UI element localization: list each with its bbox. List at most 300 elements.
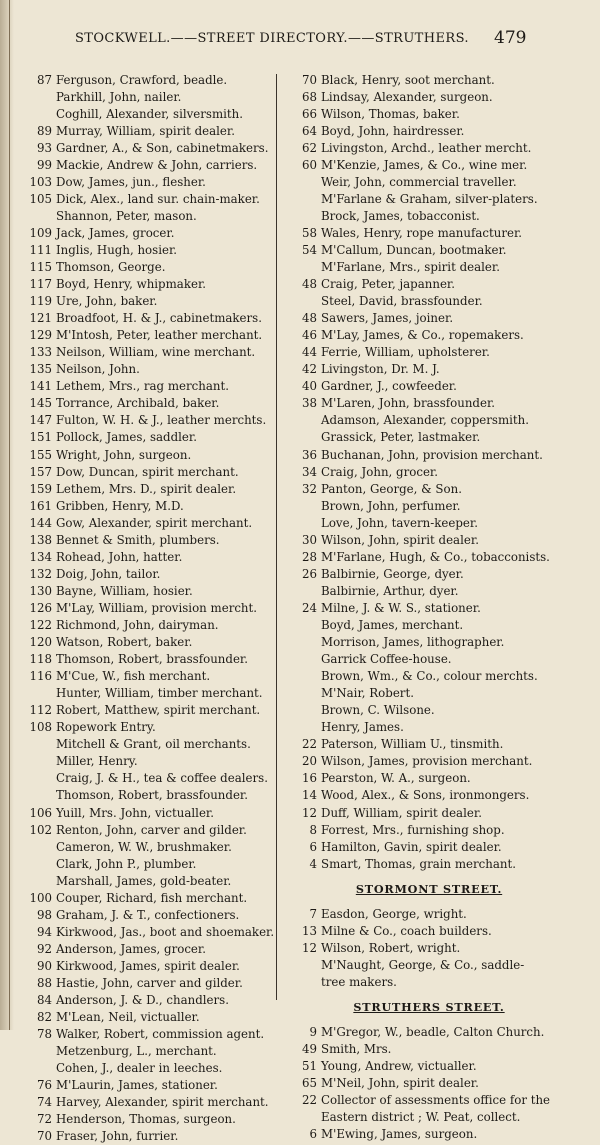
directory-entry [284,310,536,327]
directory-entry [22,992,274,1009]
occupant-name: M'Farlane, Hugh, & Co., tobacconists. [317,549,550,566]
house-number: 40 [284,378,317,395]
house-number: 28 [284,549,317,566]
directory-entry [22,1077,274,1094]
occupant-name: Metzenburg, L., merchant. [22,1043,217,1060]
occupant-name: Ropework Entry. [52,719,156,736]
house-number: 90 [22,958,52,975]
house-number: 24 [284,600,317,617]
occupant-name: Sawers, James, joiner. [317,310,453,327]
directory-entry [284,1058,536,1075]
occupant-name: Wilson, Robert, wright. [317,940,460,957]
occupant-name: Dow, Duncan, spirit merchant. [52,464,239,481]
occupant-name: Brown, Wm., & Co., colour merchts. [284,668,538,685]
directory-entry [22,822,274,839]
house-number: 30 [284,532,317,549]
directory-entry [22,361,274,378]
directory-entry [284,464,536,481]
directory-entry [284,753,536,770]
occupant-name: Broadfoot, H. & J., cabinetmakers. [52,310,262,327]
occupant-name: Lindsay, Alexander, surgeon. [317,89,493,106]
occupant-name: Milne, J. & W. S., stationer. [317,600,481,617]
house-number: 129 [22,327,52,344]
occupant-name: Kirkwood, Jas., boot and shoemaker. [52,924,274,941]
book-spine-shadow [0,0,14,1030]
occupant-name: Bayne, William, hosier. [52,583,193,600]
directory-entry [284,974,536,991]
occupant-name: Henry, James. [284,719,404,736]
running-header: STOCKWELL.——STREET DIRECTORY.——STRUTHERS. [75,29,505,49]
left-column [22,72,274,1145]
directory-entry [22,327,274,344]
house-number: 62 [284,140,317,157]
occupant-name: Wilson, John, spirit dealer. [317,532,479,549]
occupant-name: Love, John, tavern-keeper. [284,515,478,532]
directory-entry [22,208,274,225]
directory-entry [284,498,536,515]
directory-entry [284,957,536,974]
house-number: 126 [22,600,52,617]
directory-entry [284,668,536,685]
house-number: 93 [22,140,52,157]
directory-entry [284,651,536,668]
occupant-name: Gardner, J., cowfeeder. [317,378,457,395]
house-number: 42 [284,361,317,378]
directory-entry [284,532,536,549]
directory-entry [22,225,274,242]
directory-entry [22,770,274,787]
directory-entry [284,906,536,923]
directory-entry [284,549,536,566]
occupant-name: Garrick Coffee-house. [284,651,452,668]
directory-entry [284,447,536,464]
page-number: 479 [494,27,534,49]
directory-entry [22,191,274,208]
directory-entry [22,89,274,106]
house-number: 105 [22,191,52,208]
occupant-name: Easdon, George, wright. [317,906,467,923]
occupant-name: Panton, George, & Son. [317,481,462,498]
directory-entry [284,378,536,395]
house-number: 99 [22,157,52,174]
house-number: 64 [284,123,317,140]
house-number: 141 [22,378,52,395]
house-number: 94 [22,924,52,941]
directory-entry [284,157,536,174]
occupant-name: Milne & Co., coach builders. [317,923,492,940]
house-number: 122 [22,617,52,634]
occupant-name: Black, Henry, soot merchant. [317,72,495,89]
directory-entry [284,1092,536,1109]
occupant-name: Craig, John, grocer. [317,464,438,481]
directory-entry [22,395,274,412]
directory-entry [22,429,274,446]
directory-entry [22,1009,274,1026]
directory-entry [22,72,274,89]
directory-entry [284,787,536,804]
house-number: 6 [284,1126,317,1143]
directory-entry [22,242,274,259]
house-number: 109 [22,225,52,242]
occupant-name: Bennet & Smith, plumbers. [52,532,220,549]
house-number: 12 [284,805,317,822]
occupant-name: tree makers. [284,974,397,991]
occupant-name: Cohen, J., dealer in leeches. [22,1060,222,1077]
occupant-name: M'Nair, Robert. [284,685,414,702]
occupant-name: Morrison, James, lithographer. [284,634,504,651]
house-number: 151 [22,429,52,446]
house-number: 72 [22,1111,52,1128]
house-number: 65 [284,1075,317,1092]
occupant-name: Thomson, Robert, brassfounder. [22,787,248,804]
directory-entry [284,106,536,123]
directory-entry [284,736,536,753]
occupant-name: Grassick, Peter, lastmaker. [284,429,480,446]
occupant-name: Pearston, W. A., surgeon. [317,770,471,787]
occupant-name: Richmond, John, dairyman. [52,617,219,634]
directory-entry [22,498,274,515]
house-number: 22 [284,736,317,753]
occupant-name: Brown, C. Wilsone. [284,702,435,719]
occupant-name: Eastern district ; W. Peat, collect. [284,1109,520,1126]
directory-entry [22,344,274,361]
directory-entry [284,634,536,651]
house-number: 112 [22,702,52,719]
house-number: 106 [22,805,52,822]
house-number: 88 [22,975,52,992]
house-number: 9 [284,1024,317,1041]
directory-entry [284,1075,536,1092]
house-number: 51 [284,1058,317,1075]
house-number: 147 [22,412,52,429]
directory-entry [22,1043,274,1060]
occupant-name: Ferrie, William, upholsterer. [317,344,490,361]
directory-entry [22,566,274,583]
occupant-name: Henderson, Thomas, surgeon. [52,1111,236,1128]
directory-entry [284,839,536,856]
occupant-name: Renton, John, carver and gilder. [52,822,247,839]
directory-entry [22,651,274,668]
occupant-name: Watson, Robert, baker. [52,634,192,651]
directory-entry [22,600,274,617]
occupant-name: M'Lean, Neil, victualler. [52,1009,200,1026]
house-number: 12 [284,940,317,957]
occupant-name: Wilson, Thomas, baker. [317,106,460,123]
directory-entry [22,140,274,157]
directory-entry [284,719,536,736]
house-number: 84 [22,992,52,1009]
directory-entry [22,839,274,856]
directory-entry [22,1094,274,1111]
occupant-name: Anderson, J. & D., chandlers. [52,992,229,1009]
occupant-name: Forrest, Mrs., furnishing shop. [317,822,505,839]
directory-entry [22,702,274,719]
right-column [284,72,536,1144]
occupant-name: Craig, J. & H., tea & coffee dealers. [22,770,268,787]
occupant-name: Balbirnie, Arthur, dyer. [284,583,459,600]
house-number: 32 [284,481,317,498]
directory-entry [284,566,536,583]
directory-entry [22,310,274,327]
occupant-name: Couper, Richard, fish merchant. [52,890,247,907]
house-number: 100 [22,890,52,907]
occupant-name: Adamson, Alexander, coppersmith. [284,412,529,429]
occupant-name: Wales, Henry, rope manufacturer. [317,225,522,242]
house-number: 120 [22,634,52,651]
house-number: 102 [22,822,52,839]
directory-entry [22,975,274,992]
occupant-name: Lethem, Mrs., rag merchant. [52,378,229,395]
occupant-name: M'Kenzie, James, & Co., wine mer. [317,157,527,174]
directory-entry [284,89,536,106]
occupant-name: Steel, David, brassfounder. [284,293,483,310]
occupant-name: Livingston, Dr. M. J. [317,361,440,378]
occupant-name: Gribben, Henry, M.D. [52,498,184,515]
house-number: 49 [284,1041,317,1058]
stormont-street-heading: STORMONT STREET. [284,881,536,898]
occupant-name: M'Intosh, Peter, leather merchant. [52,327,262,344]
directory-entry [22,293,274,310]
directory-entry [284,327,536,344]
directory-entry [284,940,536,957]
directory-entry [22,856,274,873]
occupant-name: Brown, John, perfumer. [284,498,461,515]
directory-entry [284,429,536,446]
occupant-name: M'Laren, John, brassfounder. [317,395,495,412]
directory-entry [22,412,274,429]
house-number: 14 [284,787,317,804]
house-number: 144 [22,515,52,532]
occupant-name: Smith, Mrs. [317,1041,391,1058]
directory-entry [22,719,274,736]
directory-entry [284,770,536,787]
occupant-name: Robert, Matthew, spirit merchant. [52,702,260,719]
directory-entry [22,805,274,822]
directory-entry [22,907,274,924]
occupant-name: Collector of assessments office for the [317,1092,550,1109]
directory-entry [22,634,274,651]
directory-entry [284,344,536,361]
house-number: 6 [284,839,317,856]
house-number: 108 [22,719,52,736]
directory-entry [22,157,274,174]
house-number: 16 [284,770,317,787]
occupant-name: Fulton, W. H. & J., leather merchts. [52,412,266,429]
house-number: 48 [284,310,317,327]
directory-entry [284,276,536,293]
occupant-name: Walker, Robert, commission agent. [52,1026,264,1043]
house-number: 133 [22,344,52,361]
directory-entry [284,923,536,940]
occupant-name: Graham, J. & T., confectioners. [52,907,239,924]
occupant-name: M'Neil, John, spirit dealer. [317,1075,479,1092]
directory-entry [22,464,274,481]
house-number: 135 [22,361,52,378]
directory-entry [284,481,536,498]
directory-entry [22,123,274,140]
house-number: 20 [284,753,317,770]
directory-entry [284,822,536,839]
occupant-name: Ure, John, baker. [52,293,157,310]
house-number: 117 [22,276,52,293]
house-number: 111 [22,242,52,259]
directory-entry [22,787,274,804]
occupant-name: Fraser, John, furrier. [52,1128,178,1145]
house-number: 22 [284,1092,317,1109]
house-number: 118 [22,651,52,668]
directory-entry [22,583,274,600]
directory-entry [284,293,536,310]
occupant-name: Pollock, James, saddler. [52,429,197,446]
directory-entry [22,668,274,685]
directory-entry [284,123,536,140]
house-number: 46 [284,327,317,344]
occupant-name: M'Gregor, W., beadle, Calton Church. [317,1024,544,1041]
house-number: 66 [284,106,317,123]
directory-entry [284,242,536,259]
house-number: 82 [22,1009,52,1026]
occupant-name: M'Lay, William, provision mercht. [52,600,257,617]
directory-entry [22,958,274,975]
directory-entry [284,702,536,719]
occupant-name: Lethem, Mrs. D., spirit dealer. [52,481,236,498]
house-number: 68 [284,89,317,106]
directory-entry [22,1128,274,1145]
occupant-name: Hastie, John, carver and gilder. [52,975,243,992]
struthers-street-entries [284,1024,536,1143]
house-number: 159 [22,481,52,498]
directory-entry [22,685,274,702]
directory-entry [284,259,536,276]
occupant-name: Clark, John P., plumber. [22,856,196,873]
house-number: 161 [22,498,52,515]
house-number: 92 [22,941,52,958]
occupant-name: Thomson, George. [52,259,165,276]
occupant-name: Anderson, James, grocer. [52,941,206,958]
house-number: 121 [22,310,52,327]
stormont-street-entries [284,906,536,991]
house-number: 116 [22,668,52,685]
house-number: 74 [22,1094,52,1111]
directory-entry [22,515,274,532]
house-number: 44 [284,344,317,361]
directory-entry [284,805,536,822]
section-spacer [284,1016,536,1024]
directory-entry [22,1060,274,1077]
house-number: 60 [284,157,317,174]
occupant-name: Mitchell & Grant, oil merchants. [22,736,251,753]
occupant-name: Kirkwood, James, spirit dealer. [52,958,240,975]
occupant-name: Boyd, John, hairdresser. [317,123,464,140]
occupant-name: Ferguson, Crawford, beadle. [52,72,227,89]
directory-entry [22,736,274,753]
occupant-name: Jack, James, grocer. [52,225,174,242]
house-number: 155 [22,447,52,464]
house-number: 134 [22,549,52,566]
occupant-name: M'Ewing, James, surgeon. [317,1126,477,1143]
occupant-name: Hunter, William, timber merchant. [22,685,263,702]
occupant-name: M'Farlane, Mrs., spirit dealer. [284,259,500,276]
house-number: 87 [22,72,52,89]
occupant-name: M'Naught, George, & Co., saddle- [284,957,524,974]
directory-entry [284,617,536,634]
house-number: 132 [22,566,52,583]
section-spacer [284,991,536,999]
directory-entry [284,1109,536,1126]
directory-entry [22,1026,274,1043]
house-number: 26 [284,566,317,583]
column-divider [276,74,277,1000]
occupant-name: Duff, William, spirit dealer. [317,805,482,822]
house-number: 70 [22,1128,52,1145]
occupant-name: M'Callum, Duncan, bootmaker. [317,242,507,259]
occupant-name: Neilson, John. [52,361,140,378]
house-number: 34 [284,464,317,481]
directory-entry [284,174,536,191]
directory-entry [22,106,274,123]
occupant-name: Young, Andrew, victualler. [317,1058,477,1075]
occupant-name: Neilson, William, wine merchant. [52,344,255,361]
house-number: 70 [284,72,317,89]
struthers-street-heading: STRUTHERS STREET. [284,999,536,1016]
directory-entry [284,856,536,873]
directory-entry [22,873,274,890]
occupant-name: Wilson, James, provision merchant. [317,753,532,770]
occupant-name: Coghill, Alexander, silversmith. [22,106,243,123]
house-number: 13 [284,923,317,940]
occupant-name: Torrance, Archibald, baker. [52,395,219,412]
directory-entry [22,617,274,634]
house-number: 157 [22,464,52,481]
occupant-name: Cameron, W. W., brushmaker. [22,839,232,856]
house-number: 130 [22,583,52,600]
house-number: 145 [22,395,52,412]
house-number: 4 [284,856,317,873]
directory-entry [22,1111,274,1128]
occupant-name: M'Cue, W., fish merchant. [52,668,210,685]
directory-entry [284,1041,536,1058]
directory-entry [22,532,274,549]
house-number: 36 [284,447,317,464]
house-number: 7 [284,906,317,923]
occupant-name: Buchanan, John, provision merchant. [317,447,543,464]
binding-edge-line [9,0,10,1030]
directory-entry [284,361,536,378]
house-number: 119 [22,293,52,310]
occupant-name: Boyd, Henry, whipmaker. [52,276,206,293]
directory-entry [284,72,536,89]
occupant-name: Rohead, John, hatter. [52,549,182,566]
directory-entry [22,276,274,293]
house-number: 54 [284,242,317,259]
directory-entry [284,1126,536,1143]
house-number: 138 [22,532,52,549]
occupant-name: Mackie, Andrew & John, carriers. [52,157,257,174]
occupant-name: Yuill, Mrs. John, victualler. [52,805,214,822]
occupant-name: Wright, John, surgeon. [52,447,191,464]
occupant-name: Harvey, Alexander, spirit merchant. [52,1094,269,1111]
occupant-name: Inglis, Hugh, hosier. [52,242,177,259]
occupant-name: Marshall, James, gold-beater. [22,873,231,890]
directory-entry [284,208,536,225]
occupant-name: Dow, James, jun., flesher. [52,174,206,191]
directory-entry [284,140,536,157]
occupant-name: Dick, Alex., land sur. chain-maker. [52,191,260,208]
house-number: 115 [22,259,52,276]
directory-entry [284,225,536,242]
occupant-name: Weir, John, commercial traveller. [284,174,517,191]
occupant-name: M'Lay, James, & Co., ropemakers. [317,327,524,344]
